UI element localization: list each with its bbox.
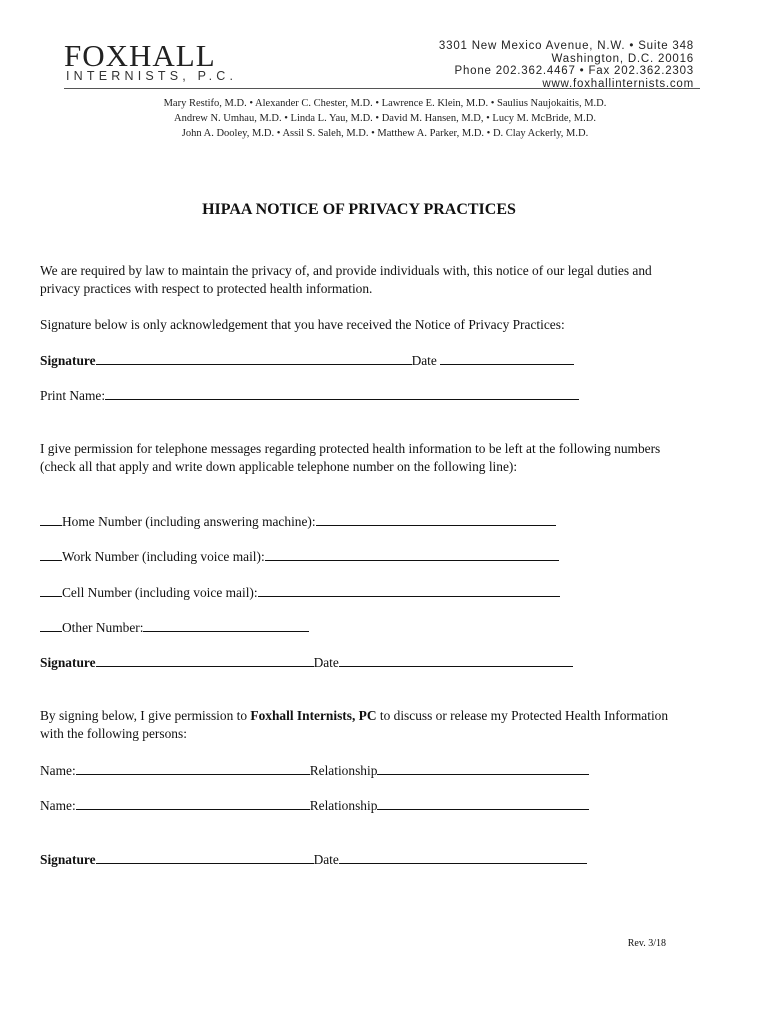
intro-paragraph: We are required by law to maintain the privacy of, and provide individuals with, this notice of our legal duties and privacy practices with respect to protected health information.	[40, 263, 652, 296]
address-phone: Phone 202.362.4467 • Fax 202.362.2303	[454, 65, 694, 77]
cell-number-label: Cell Number (including voice mail):	[62, 585, 258, 600]
work-number-row	[40, 547, 559, 566]
date-field[interactable]	[339, 850, 587, 864]
address-website: www.foxhallinternists.com	[542, 77, 694, 90]
print-name-field[interactable]	[105, 386, 579, 400]
release-person-row	[40, 796, 589, 815]
other-number-field[interactable]	[143, 618, 309, 632]
other-number-row	[40, 618, 309, 637]
relationship-label: Relationship	[309, 798, 378, 813]
date-label: Date	[313, 655, 339, 670]
practice-address	[439, 40, 694, 90]
date-label: Date	[411, 353, 437, 368]
address-city: Washington, D.C. 20016	[551, 52, 694, 65]
physician-list	[0, 96, 770, 141]
form-title: HIPAA NOTICE OF PRIVACY PRACTICES	[202, 201, 516, 218]
release-paragraph	[40, 707, 680, 743]
relationship-label: Relationship	[309, 763, 378, 778]
work-number-checkbox[interactable]	[40, 547, 62, 561]
name-label: Name:	[40, 763, 76, 778]
address-street: 3301 New Mexico Avenue, N.W. • Suite 348	[438, 40, 694, 52]
date-field[interactable]	[440, 351, 574, 365]
other-number-label: Other Number:	[62, 620, 144, 635]
signature-label: Signature	[40, 655, 96, 670]
release-text-start: By signing below, I give permission to	[40, 708, 251, 723]
print-name-label: Print Name:	[40, 388, 106, 403]
acknowledgement-text: Signature below is only acknowledgement that you have received the Notice of Privacy Practices:	[40, 317, 565, 332]
logo-subtitle: INTERNISTS, P.C.	[66, 69, 238, 83]
home-number-field[interactable]	[316, 512, 556, 526]
cell-number-row	[40, 583, 560, 602]
name-label: Name:	[40, 798, 76, 813]
cell-number-checkbox[interactable]	[40, 583, 62, 597]
other-number-checkbox[interactable]	[40, 618, 62, 632]
release-signature-row	[40, 850, 587, 869]
name-field[interactable]	[76, 796, 310, 810]
name-field[interactable]	[76, 761, 310, 775]
ack-signature-row	[40, 351, 574, 370]
physician-line: John A. Dooley, M.D. • Assil S. Saleh, M.D. • Matthew A. Parker, M.D. • D. Clay Ackerly, M.D.	[181, 128, 589, 139]
signature-label: Signature	[40, 852, 96, 867]
phone-signature-row	[40, 653, 573, 672]
signature-field[interactable]	[96, 850, 314, 864]
home-number-row	[40, 512, 556, 531]
release-text-end: to discuss or release my Protected Health Information with the following persons:	[40, 708, 669, 741]
phone-permission-text: I give permission for telephone messages regarding protected health information to be left at the following numbers (check all that apply and write down applicable telephone number on the following line):	[40, 441, 661, 474]
relationship-field[interactable]	[377, 796, 589, 810]
date-field[interactable]	[339, 653, 573, 667]
logo-wordmark: FOXHALL	[64, 38, 216, 73]
revision-note: Rev. 3/18	[627, 938, 666, 949]
physician-line: Andrew N. Umhau, M.D. • Linda L. Yau, M.D. • David M. Hansen, M.D, • Lucy M. McBride, M.D.	[174, 113, 596, 124]
home-number-label: Home Number (including answering machine):	[62, 514, 316, 529]
home-number-checkbox[interactable]	[40, 512, 62, 526]
print-name-row	[40, 386, 579, 405]
signature-field[interactable]	[96, 351, 412, 365]
date-label: Date	[313, 852, 339, 867]
release-person-row	[40, 761, 589, 780]
signature-field[interactable]	[96, 653, 314, 667]
work-number-label: Work Number (including voice mail):	[62, 549, 265, 564]
physician-line: Mary Restifo, M.D. • Alexander C. Chester, M.D. • Lawrence E. Klein, M.D. • Saulius Naujokaitis, M.D.	[163, 98, 607, 109]
signature-label: Signature	[40, 353, 96, 368]
cell-number-field[interactable]	[258, 583, 560, 597]
release-organization: Foxhall Internists, PC	[250, 708, 377, 723]
work-number-field[interactable]	[265, 547, 559, 561]
relationship-field[interactable]	[377, 761, 589, 775]
